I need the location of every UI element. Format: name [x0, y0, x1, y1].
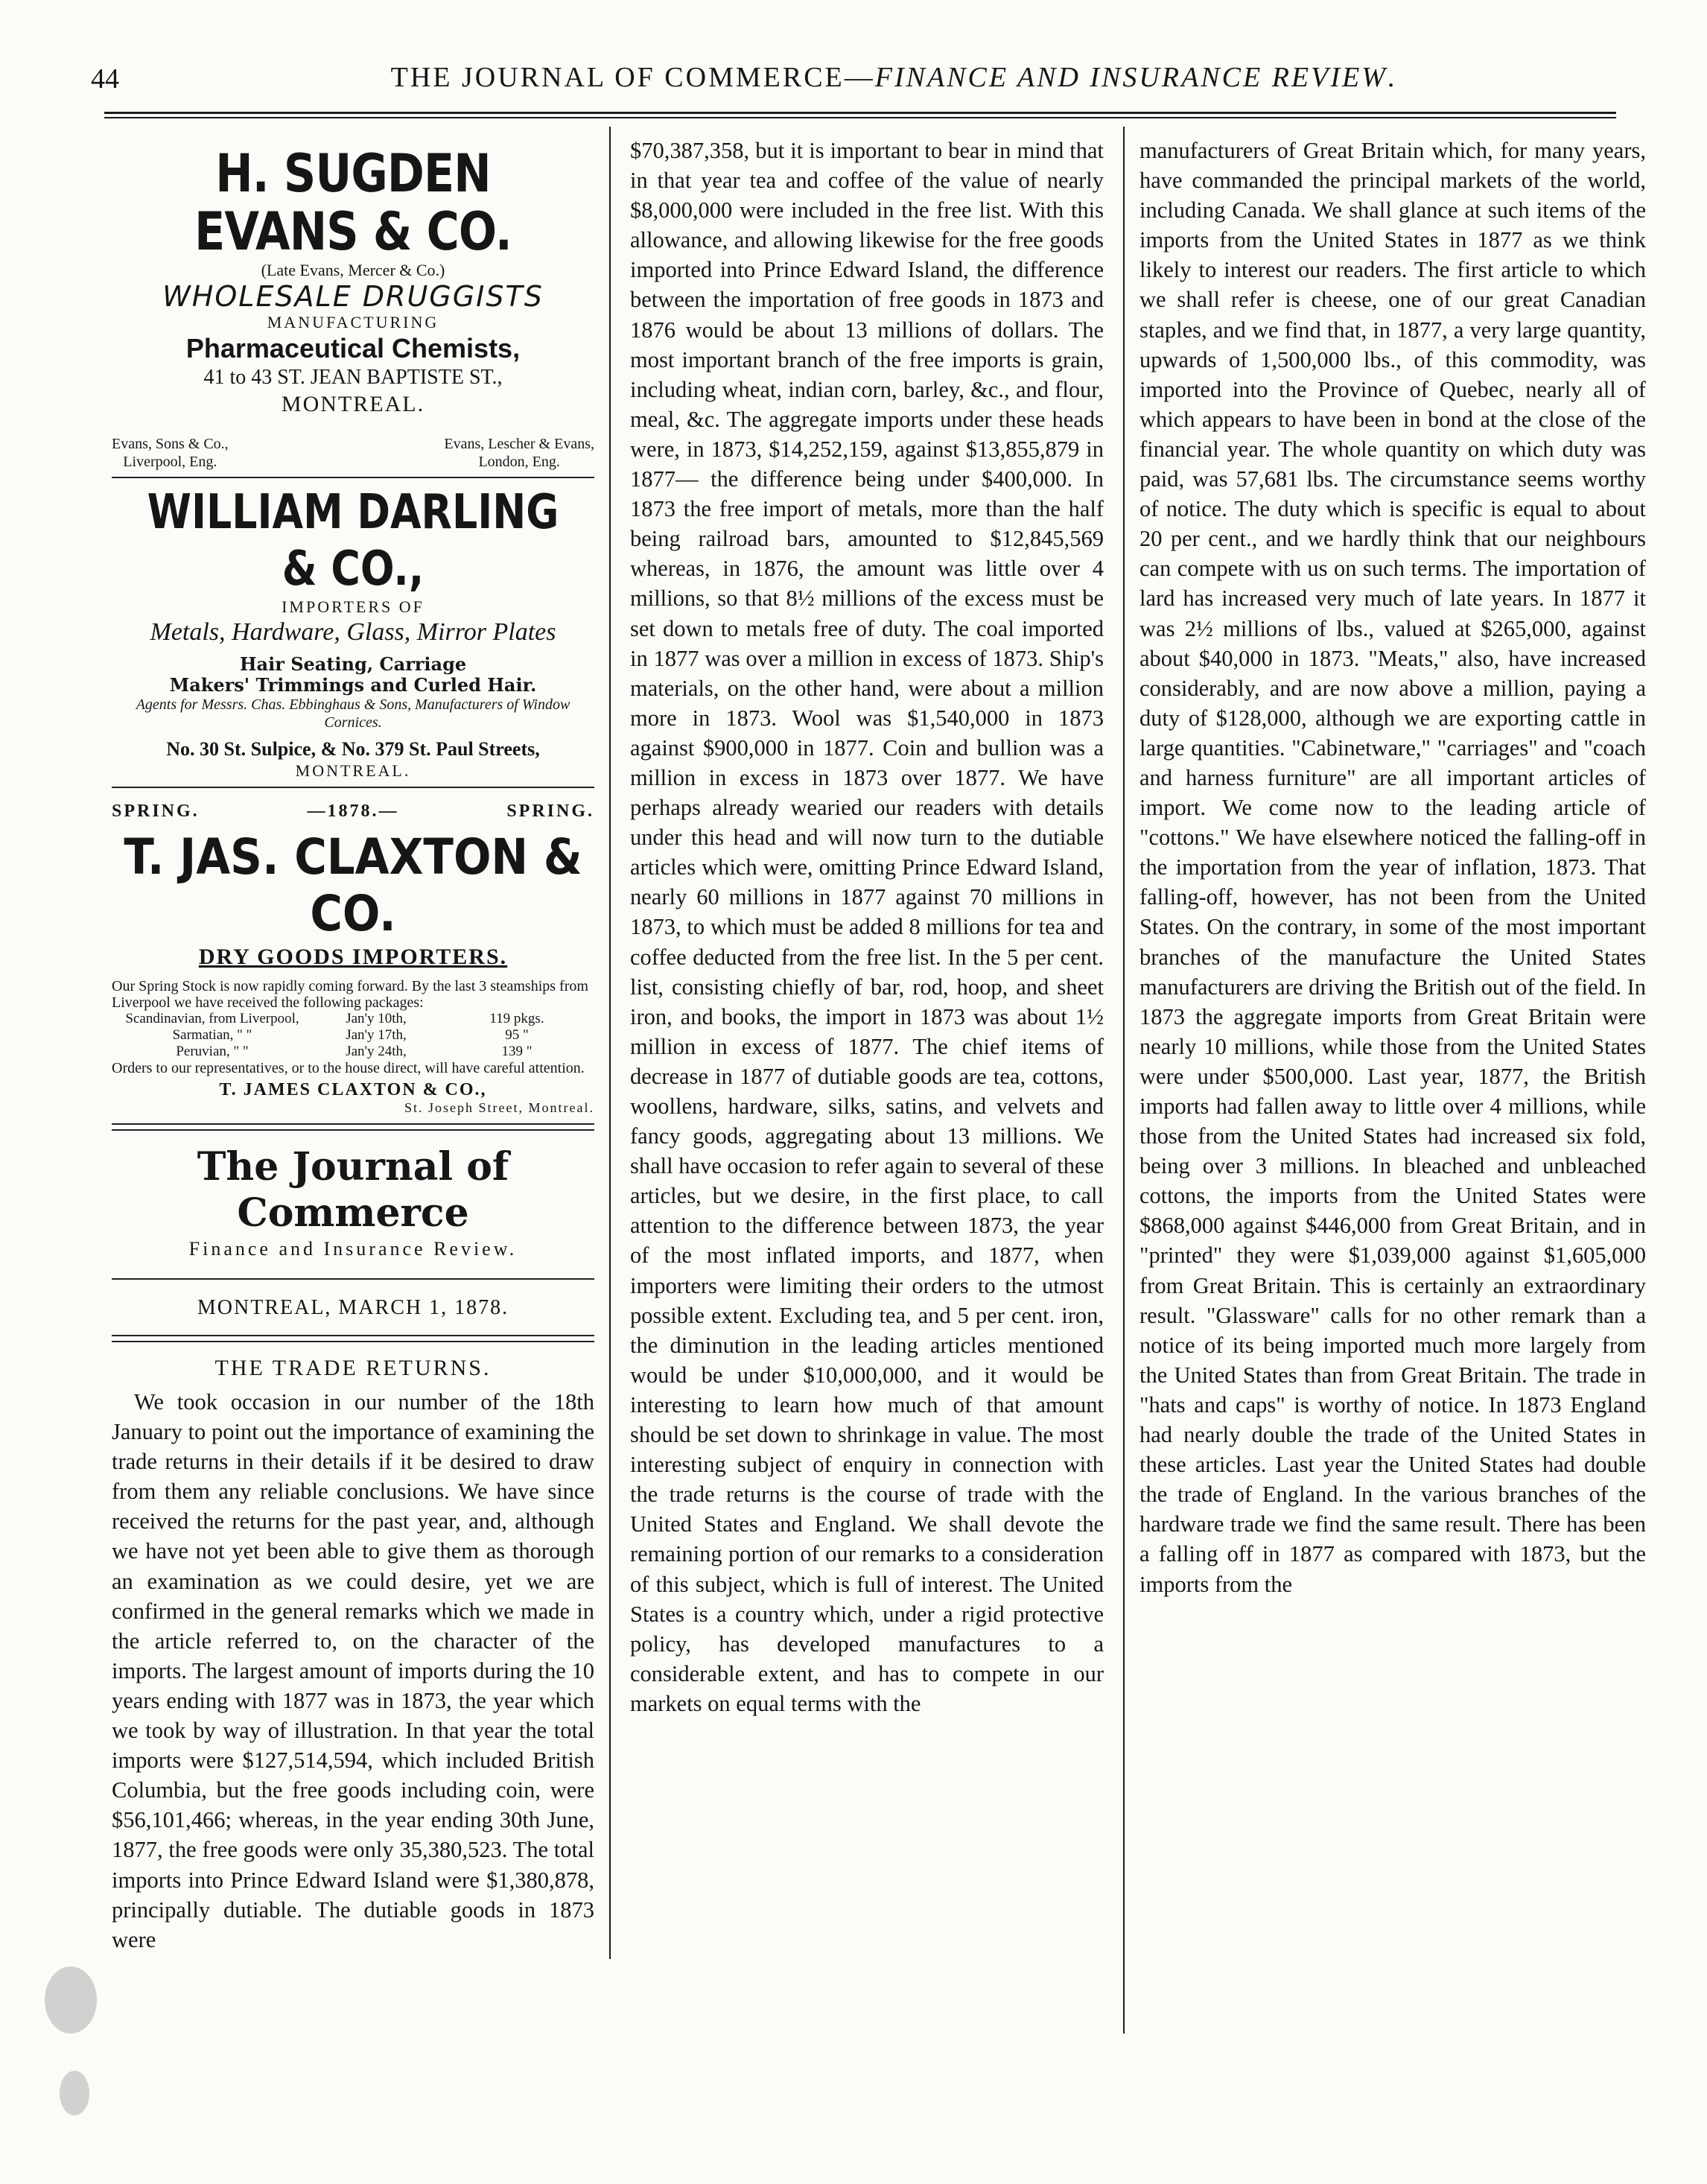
ad-claxton-trade: DRY GOODS IMPORTERS.: [198, 945, 508, 969]
header-rule-bottom: [104, 117, 1616, 118]
ad-divider: [112, 787, 594, 788]
masthead-subtitle: Finance and Insurance Review.: [188, 1238, 518, 1260]
ad-william-darling: [112, 484, 594, 781]
agent-left-city: Liverpool, Eng.: [123, 454, 217, 470]
ad-darling-line2: Makers' Trimmings and Curled Hair.: [169, 674, 537, 696]
ad-divider: [112, 477, 594, 478]
spring-left: SPRING.: [112, 801, 200, 821]
masthead-rule: [112, 1123, 594, 1131]
shipment-ship: Scandinavian, from Liverpool,: [125, 1011, 299, 1026]
ad-sugden-name: H. SUGDEN EVANS & CO.: [194, 143, 512, 262]
shipment-pkgs: 139 ": [501, 1044, 533, 1059]
ad-darling-city: MONTREAL.: [295, 761, 411, 780]
column-rule-2: [1123, 127, 1125, 2034]
masthead-title: The Journal of Commerce: [197, 1144, 509, 1236]
ad-sugden-address: 41 to 43 ST. JEAN BAPTISTE ST.,: [203, 366, 503, 389]
agent-right-city: London, Eng.: [478, 454, 560, 470]
running-head-italic: FINANCE AND INSURANCE REVIEW: [874, 62, 1387, 93]
masthead: [112, 1144, 594, 1262]
column-3: [1139, 136, 1646, 2184]
spring-year: —1878.—: [307, 801, 399, 821]
ad-darling-importers: IMPORTERS OF: [282, 597, 425, 616]
running-head: [298, 61, 1490, 94]
article-body-col1: We took occasion in our number of the 18th January to point out the importance of examining the trade returns in their details if it be desired to draw from them any reliable conclusions. We have since received the returns for the past year, and, although we have not yet been able to give them as thorough an examination as we could desire, yet we are confirmed in the general remarks which we made in the article referred to, on the character of the imports. The largest amount of imports during the 10 years ending with 1877 was in 1873, the year which we took by way of illustration. In that year the total imports were $127,514,594, which included British Columbia, but the free goods including coin, were $56,101,466; whereas, in the year ending 30th June, 1877, the free goods were only 35,380,523. The total imports into Prince Edward Island were $1,380,878, principally dutiable. The dutiable goods in 1873 were: [112, 1389, 594, 1952]
shipment-row: [112, 1027, 594, 1044]
shipment-ship: Sarmatian, " ": [172, 1027, 252, 1043]
shipment-date: Jan'y 17th,: [346, 1027, 407, 1043]
ad-claxton: [112, 801, 594, 1116]
shipment-pkgs: 95 ": [505, 1027, 529, 1043]
article-body-col2: $70,387,358, but it is important to bear in mind that in that year tea and coffee of the value of nearly $8,000,000 were included in the free list. With this allowance, and allowing likewise for the free goods imported into Prince Edward Island, the difference between the importation of free goods in 1873 and 1876 would be about 13 millions of dollars. The most important branch of the free imports is grain, including wheat, indian corn, barley, &c., and flour, meal, &c. The aggregate imports under these heads were, in 1873, $14,252,159, against $13,855,879 in 1877— the difference being under $400,000. In 1873 the free import of metals, more than the half being railroad bars, amounted to $12,845,569 whereas, in 1876, the amount was little over 4 millions, so that 8½ millions of the excess must be set down to metals free of duty. The coal imported in 1877 was over a million in excess of 1873. Ship's materials, on the other hand, were about a million more in 1873. Wool was $1,540,000 in 1873 against $900,000 in 1877. Coin and bullion was a million in excess in 1873 over 1877. We have perhaps already wearied our readers with details under this head and will now turn to the dutiable articles which were, omitting Prince Edward Island, nearly 60 millions in 1877 against 70 millions in 1873, to which must be added 8 millions for tea and coffee deducted from the free list. In the 5 per cent. list, consisting chiefly of bar, rod, hoop, and sheet iron, and books, the import in 1873 was about 1½ million in excess of 1877. The chief items of decrease in 1877 of dutiable goods are tea, cottons, woollens, hardware, silks, satins, and velvets and fancy goods, aggregating about 13 millions. We shall have occasion to refer again to several of these articles, but we desire, in the first place, to call attention to the difference between 1873, the year of the most inflated imports, and 1877, when importers were limiting their orders to the utmost possible extent. Excluding tea, and 5 per cent. iron, the diminution in the leading articles mentioned would be under $10,000,000, and it would be interesting to learn how much of that amount should be set down to shrinkage in value. The most interesting subject of enquiry in connection with the trade returns is the course of trade with the United States and England. We shall devote the remaining portion of our remarks to a consideration of this subject, which is full of interest. The United States is a country which, under a rigid protective policy, has developed manufactures to a considerable extent, and has to compete in our markets on equal terms with the: [630, 138, 1104, 1716]
spring-right: SPRING.: [506, 801, 594, 821]
shipment-pkgs: 119 pkgs.: [489, 1011, 544, 1026]
ad-claxton-shipments: [112, 1011, 594, 1060]
shipment-ship: Peruvian, " ": [176, 1044, 249, 1059]
ad-sugden-city: MONTREAL.: [281, 392, 425, 416]
shipment-row: [112, 1011, 594, 1027]
ad-claxton-signoff-address: St. Joseph Street, Montreal.: [404, 1100, 594, 1115]
ad-claxton-orders: Orders to our representatives, or to the house direct, will have careful attention.: [112, 1060, 585, 1076]
running-head-prefix: THE JOURNAL OF COMMERCE—: [390, 62, 875, 93]
dateline: MONTREAL, MARCH 1, 1878.: [197, 1296, 509, 1319]
paper-blemish: [60, 2071, 89, 2115]
page-number: 44: [91, 63, 119, 95]
ad-claxton-spring-banner: [112, 801, 594, 822]
ad-darling-name: WILLIAM DARLING & CO.,: [147, 485, 559, 597]
ad-claxton-intro: Our Spring Stock is now rapidly coming forward. By the last 3 steamships from Liverpool we have received the following packages:: [112, 978, 588, 1011]
shipment-row: [112, 1044, 594, 1060]
shipment-date: Jan'y 10th,: [346, 1011, 407, 1026]
ad-sugden-chemists: Pharmaceutical Chemists,: [185, 333, 521, 364]
ad-darling-line1: Hair Seating, Carriage: [239, 653, 467, 675]
column-1: [112, 136, 594, 2184]
article-body-col3: manufacturers of Great Britain which, for many years, have commanded the principal markets of the world, including Canada. We shall glance at such items of the imports from the United States in 1877 as we think likely to interest our readers. The first article to which we shall refer is cheese, one of our great Canadian staples, and we find that, in 1877, a very large quantity, upwards of 1,500,000 lbs., of this commodity, was imported into the Province of Quebec, nearly all of which appears to have been in bond at the close of the financial year. The whole quantity on which duty was paid, was 57,681 lbs. The circumstance seems worthy of notice. The duty which is specific is equal to about 20 per cent., and we hardly think that our neighbours can compete with us on such terms. The importation of lard has increased very much of late years. In 1877 it was 2½ millions of lbs., valued at $265,000, against about $40,000 in 1873. "Meats," also, have increased considerably, and are now above a million, paying a duty of $128,000, although we are exporting cattle in large quantities. "Cabinetware," "carriages" and "coach and harness furniture" are all important articles of import. We come now to the leading article of "cottons." We have elsewhere noticed the falling-off in the importation from the year of inflation, 1873. That falling-off, however, has not been from the United States. On the contrary, in some of the most important branches of the manufacture the United States manufacturers are driving the British out of the field. In 1873 the aggregate imports from Great Britain were nearly 10 millions, while those from the United States were under $500,000. Last year, 1877, the British imports had fallen away to little over 4 millions, while those from the United States had increased six fold, being over 3 millions. In bleached and unbleached cottons, the imports from the United States were $868,000 against $446,000 from Great Britain, and in "printed" they were $1,039,000 against $1,605,000 from Great Britain. This is certainly an extraordinary result. "Glassware" calls for no other remark than a notice of its being imported much more largely from the United States than from Great Britain. The trade in "hats and caps" is worthy of notice. In 1873 England had nearly double the trade of the United States in these articles. Last year the United States had double the trade of England. In the various branches of the hardware trade we find the same result. There has been a falling off in 1877 as compared with 1873, but the imports from the: [1139, 138, 1646, 1597]
dateline-rule-bottom: [112, 1335, 594, 1342]
paper-blemish: [45, 1966, 97, 2034]
running-head-suffix: .: [1387, 62, 1397, 93]
ad-darling-address: No. 30 St. Sulpice, & No. 379 St. Paul Streets,: [166, 738, 540, 760]
ad-claxton-name: T. JAS. CLAXTON & CO.: [124, 828, 582, 942]
column-2: [630, 136, 1104, 2184]
header-rule-top: [104, 112, 1616, 114]
shipment-date: Jan'y 24th,: [346, 1044, 407, 1059]
ad-sugden-late: (Late Evans, Mercer & Co.): [261, 261, 445, 279]
ad-sugden-evans: [112, 145, 594, 471]
ad-sugden-trade: WHOLESALE DRUGGISTS: [162, 280, 544, 313]
dateline-rule-top: [112, 1278, 594, 1280]
ad-sugden-manufacturing: MANUFACTURING: [267, 313, 439, 331]
agent-left-name: Evans, Sons & Co.,: [112, 436, 229, 452]
ad-claxton-signoff: T. JAMES CLAXTON & CO.,: [219, 1080, 487, 1099]
column-rule-1: [609, 127, 611, 1959]
ad-sugden-agents: [112, 435, 594, 471]
agent-right-name: Evans, Lescher & Evans,: [444, 436, 594, 452]
ad-darling-agents: Agents for Messrs. Chas. Ebbinghaus & Sons, Manufacturers of Window Cornices.: [136, 696, 570, 731]
article-title: THE TRADE RETURNS.: [214, 1356, 492, 1380]
ad-darling-goods: Metals, Hardware, Glass, Mirror Plates: [150, 618, 556, 646]
